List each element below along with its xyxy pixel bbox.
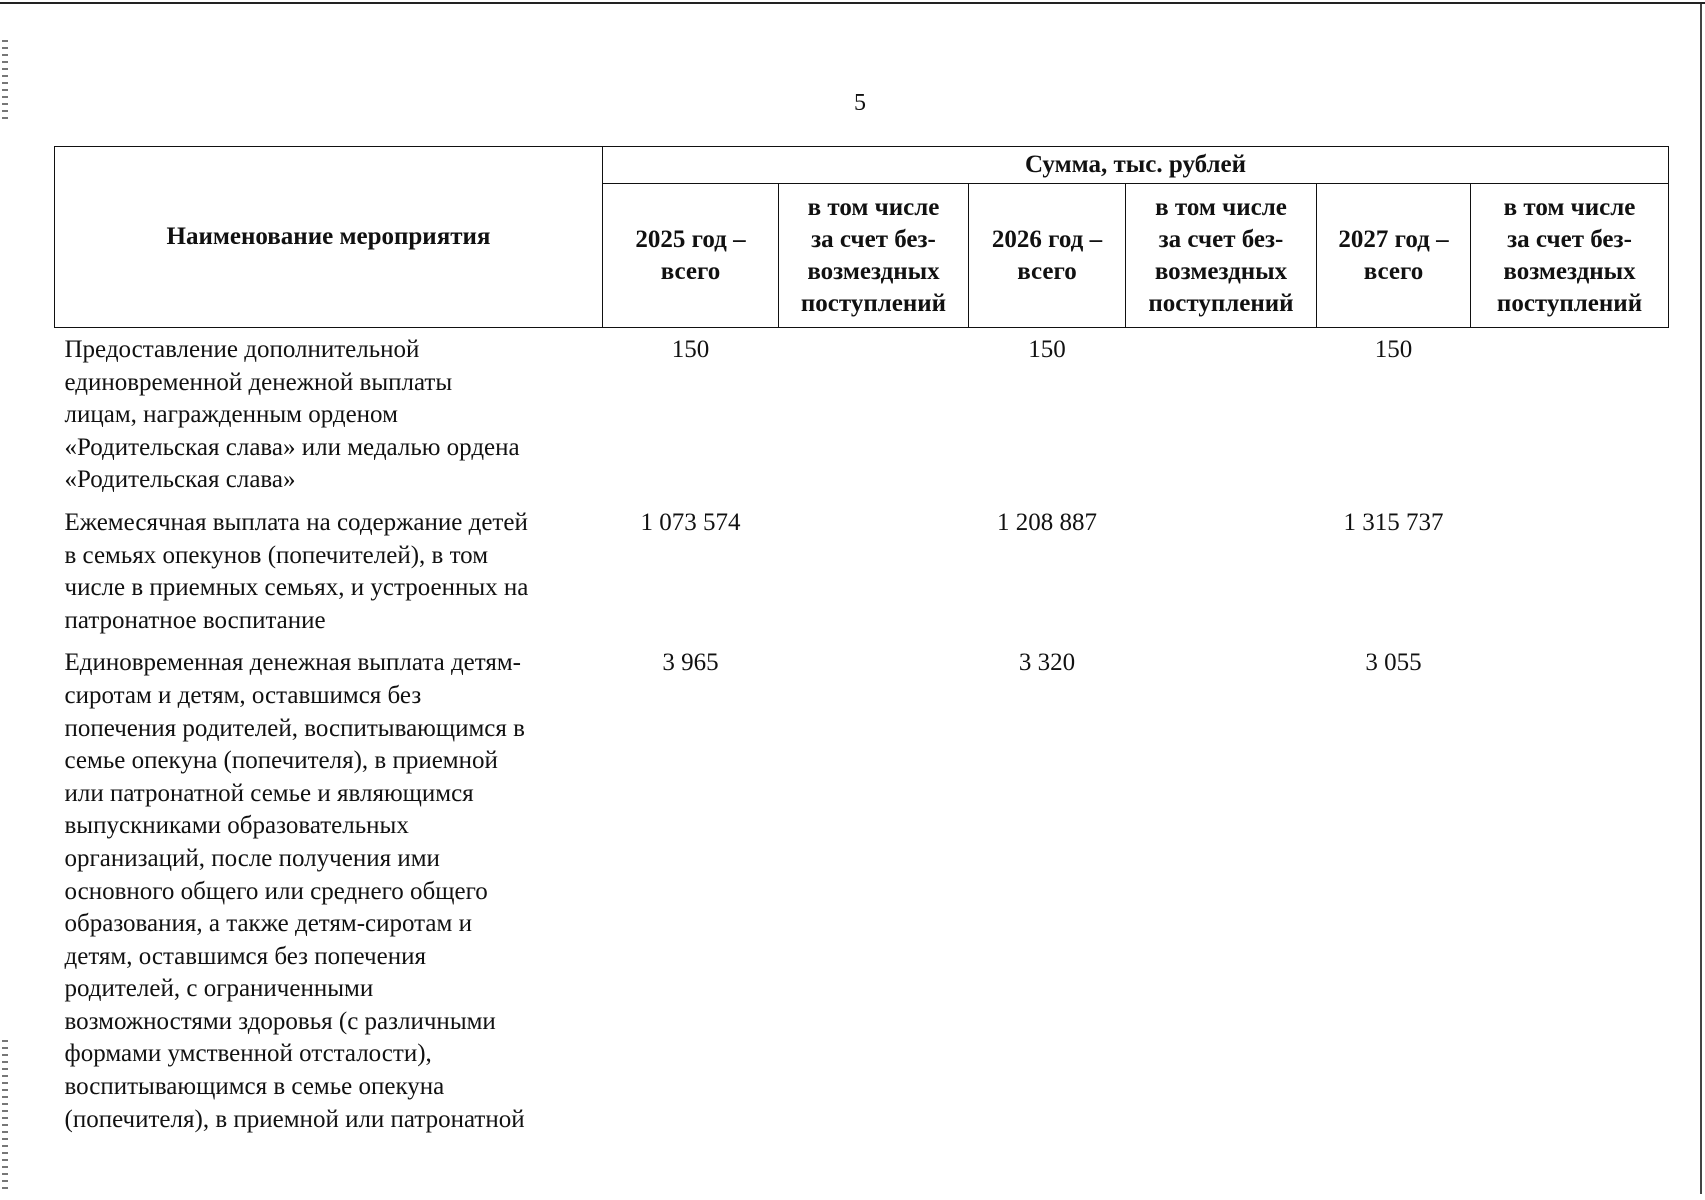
row-2027-grant <box>1471 501 1669 641</box>
row-2025-grant <box>779 501 969 641</box>
row-2025-grant <box>779 641 969 1140</box>
scan-edge-mark <box>2 1040 8 1190</box>
row-2026-grant <box>1126 501 1317 641</box>
header-2026-total: 2026 год – всего <box>969 184 1126 328</box>
row-2027-grant <box>1471 641 1669 1140</box>
header-2027-grant: в том числе за счет без- возмездных поступлений <box>1471 184 1669 328</box>
row-activity-name: Ежемесячная выплата на содержание детей в семьях опекунов (попечителей), в том числе в приемных семьях, и устроенных на патронатное воспитание <box>64 508 529 634</box>
row-2025-total: 3 965 <box>662 649 719 677</box>
row-2026-grant <box>1126 641 1317 1140</box>
row-2027-total: 3 055 <box>1365 649 1422 677</box>
row-2027-grant <box>1471 328 1669 501</box>
row-2026-grant <box>1126 328 1317 501</box>
row-2026-total: 1 208 887 <box>997 508 1097 536</box>
table-row <box>55 501 1669 641</box>
row-2026-total: 3 320 <box>1018 649 1076 677</box>
header-2025-total: 2025 год – всего <box>603 184 779 328</box>
header-2026-grant: в том числе за счет без- возмездных поступлений <box>1126 184 1317 328</box>
header-row-top <box>55 147 1669 184</box>
budget-table <box>54 146 1669 1140</box>
table-row <box>55 641 1669 1140</box>
page-number: 5 <box>854 90 866 116</box>
header-sum: Сумма, тыс. рублей <box>603 147 1669 184</box>
row-2025-grant <box>779 328 969 501</box>
row-2027-total: 1 315 737 <box>1343 508 1444 536</box>
header-activity-name: Наименование мероприятия <box>55 147 603 328</box>
header-2027-total: 2027 год – всего <box>1317 184 1471 328</box>
row-2026-total: 150 <box>1028 336 1066 363</box>
top-border-line <box>0 2 1705 4</box>
row-2025-total: 1 073 574 <box>640 508 741 536</box>
row-2027-total: 150 <box>1374 336 1413 363</box>
row-activity-name: Единовременная денежная выплата детям- сиротам и детям, оставшимся без попечения родителей, воспитывающимся в семье опекуна (попечителя), в приемной или патронатной семье и являющимся выпускниками образовательных организаций, после получения ими основного общего или среднего общего образования, а также детям-сиротам и детям, оставшимся без попечения родителей, с ограниченными возможностями здоровья (с различными формами умственной отсталости), воспитывающимся в семье опекуна (попечителя), в приемной или патронатной <box>64 649 525 1133</box>
row-activity-name: Предоставление дополнительной единовременной денежной выплаты лицам, награжденным орденом «Родительская слава» или медалью ордена «Родительская слава» <box>64 336 520 494</box>
row-2025-total: 150 <box>671 336 710 363</box>
header-2025-grant: в том числе за счет без- возмездных поступлений <box>779 184 969 328</box>
table-row <box>55 328 1669 501</box>
right-border-line <box>1700 4 1702 1194</box>
